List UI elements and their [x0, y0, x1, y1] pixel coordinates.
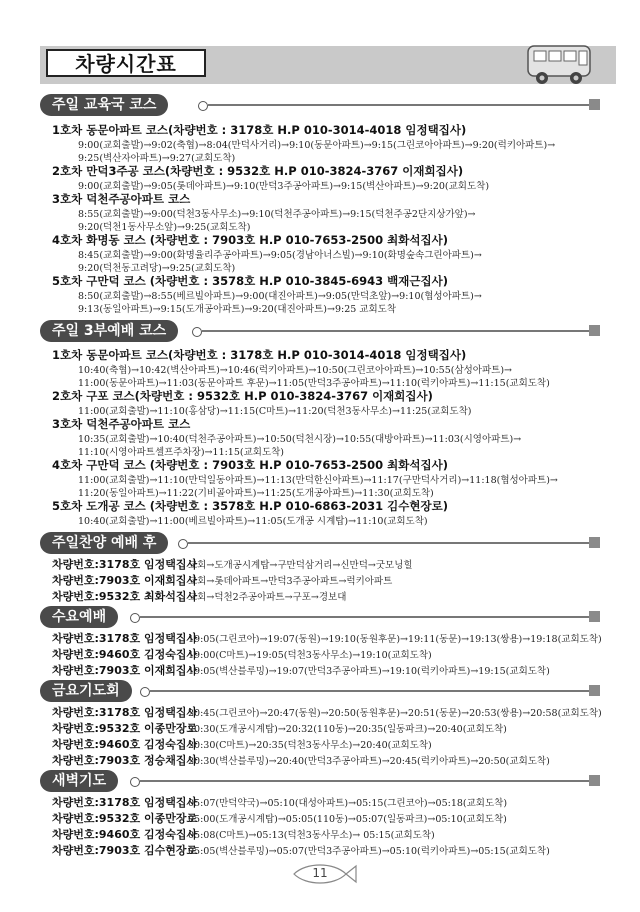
vehicle-label: 차량번호:3178호 임정택집사	[52, 706, 198, 719]
vehicle-label: 차량번호:9460호 김정숙집사	[52, 828, 198, 841]
route-title: 3호차 덕천주공아파트 코스	[52, 192, 191, 206]
route-title: 4호차 화명동 코스 (차량번호 : 7903호 H.P 010-7653-2500 최화석집사)	[52, 233, 448, 247]
vehicle-label: 차량번호:9532호 이종만장로	[52, 812, 198, 825]
route-value: 05:05(벽산블루밍)→05:07(만덕3주공아파트)→05:10(럭키아파트)→05:15(교회도착)	[188, 846, 550, 857]
section-heading-wednesday	[40, 606, 600, 628]
end-square	[589, 685, 600, 696]
end-square	[589, 537, 600, 548]
bullet-dot	[192, 327, 202, 337]
route-title: 1호차 동문아파트 코스(차량번호 : 3178호 H.P 010-3014-4018 임정택집사)	[52, 123, 467, 137]
route-line: 9:25(벽산자아파트)→9:27(교회도착)	[78, 153, 236, 164]
route-line: 9:00(교회출발)→9:02(축협)→8:04(만덕사거리)→9:10(동문아파트)→9:15(그린코아아파트)→9:20(럭키아파트)→	[78, 140, 556, 151]
route-value: 19:05(벽산블루밍)→19:07(만덕3주공아파트)→19:10(럭키아파트)→19:15(교회도착)	[188, 666, 550, 677]
vehicle-label: 차량번호:7903호 이재희집사	[52, 664, 198, 677]
route-line: 10:40(축협)→10:42(벽산아파트)→10:46(럭키아파트)→10:50(그린코아아파트)→10:55(삼성아파트)→	[78, 365, 512, 376]
route-title: 3호차 덕천주공아파트 코스	[52, 417, 191, 431]
route-value: 교회→도개공시계탑→구만덕삼거리→신만덕→굿모닝힐	[188, 560, 413, 571]
bullet-dot	[140, 687, 150, 697]
divider	[150, 690, 590, 692]
divider	[188, 542, 590, 544]
bullet-dot	[178, 539, 188, 549]
section-heading-sunday-3rd	[40, 320, 600, 342]
route-line: 10:40(교회출발)→11:00(베르빌아파트)→11:05(도개공 시계탑)→11:10(교회도착)	[78, 516, 428, 527]
route-value: 20:30(도개공시계탑)→20:32(110동)→20:35(일동파크)→20:40(교회도착)	[188, 724, 507, 735]
route-value: 20:30(벽산블루밍)→20:40(만덕3주공아파트)→20:45(럭키아파트)→20:50(교회도착)	[188, 756, 550, 767]
route-line: 11:20(동일아파트)→11:22(기비골아파트)→11:25(도개공아파트)→11:30(교회도착)	[78, 488, 434, 499]
vehicle-label: 차량번호:3178호 임정택집사	[52, 632, 198, 645]
section-title: 주일 교육국 코스	[40, 94, 168, 116]
route-line: 9:00(교회출발)→9:05(롯데아파트)→9:10(만덕3주공아파트)→9:15(벽산아파트)→9:20(교회도착)	[78, 181, 490, 192]
vehicle-label: 차량번호:7903호 이재희집사	[52, 574, 198, 587]
bus-icon	[520, 40, 600, 90]
route-value: 05:07(만덕약국)→05:10(대성아파트)→05:15(그린코아)→05:18(교회도착)	[188, 798, 508, 809]
route-line: 9:20(덕천동고려당)→9:25(교회도착)	[78, 263, 236, 274]
route-title: 5호차 구만덕 코스 (차량번호 : 3578호 H.P 010-3845-6943 백재근집사)	[52, 274, 448, 288]
page-title: 차량시간표	[46, 49, 206, 77]
end-square	[589, 325, 600, 336]
route-value: 20:30(C마트)→20:35(덕천3동사무소)→20:40(교회도착)	[188, 740, 432, 751]
route-value: 교회→덕천2주공아파트→구포→경보대	[188, 592, 347, 603]
route-title: 1호차 동문아파트 코스(차량번호 : 3178호 H.P 010-3014-4018 임정택집사)	[52, 348, 467, 362]
section-heading-friday	[40, 680, 600, 702]
divider	[140, 780, 590, 782]
route-title: 5호차 도개공 코스 (차량번호 : 3578호 H.P 010-6863-2031 김수현장로)	[52, 499, 448, 513]
vehicle-label: 차량번호:9460호 김정숙집사	[52, 738, 198, 751]
divider	[208, 104, 590, 106]
route-title: 2호차 만덕3주공 코스(차량번호 : 9532호 H.P 010-3824-3767 이재희집사)	[52, 164, 464, 178]
section-title: 금요기도회	[40, 680, 132, 702]
vehicle-label: 차량번호:3178호 임정택집사	[52, 558, 198, 571]
section-heading-after-praise	[40, 532, 600, 554]
section-title: 주일찬양 예배 후	[40, 532, 168, 554]
route-value: 19:00(C마트)→19:05(덕천3동사무소)→19:10(교회도착)	[188, 650, 432, 661]
section-title: 수요예배	[40, 606, 118, 628]
route-value: 19:05(그린코아)→19:07(동원)→19:10(동원후문)→19:11(동문)→19:13(쌍용)→19:18(교회도착)	[188, 634, 602, 645]
bullet-dot	[130, 777, 140, 787]
end-square	[589, 775, 600, 786]
section-title: 주일 3부예배 코스	[40, 320, 178, 342]
page-number: 11	[312, 866, 328, 880]
route-value: 20:45(그린코아)→20:47(동원)→20:50(동원후문)→20:51(동문)→20:53(쌍용)→20:58(교회도착)	[188, 708, 602, 719]
section-heading-sunday-edu	[40, 94, 600, 116]
route-line: 10:35(교회출발)→10:40(덕천주공아파트)→10:50(덕천시장)→10:55(대방아파트)→11:03(시영아파트)→	[78, 434, 522, 445]
vehicle-label: 차량번호:3178호 임정택집사	[52, 796, 198, 809]
route-title: 4호차 구만덕 코스 (차량번호 : 7903호 H.P 010-7653-2500 최화석집사)	[52, 458, 448, 472]
section-title: 새벽기도	[40, 770, 118, 792]
route-line: 11:10(시영아파트셀프주차장)→11:15(교회도착)	[78, 447, 285, 458]
section-heading-dawn	[40, 770, 600, 792]
vehicle-label: 차량번호:9532호 최화석집사	[52, 590, 198, 603]
route-line: 9:13(동일아파트)→9:15(도개공아파트)→9:20(대진아파트)→9:25 교회도착	[78, 304, 397, 315]
end-square	[589, 611, 600, 622]
route-line: 8:50(교회출발)→8:55(베르빌아파트)→9:00(대진아파트)→9:05(만덕초앞)→9:10(협성아파트)→	[78, 291, 482, 302]
route-line: 9:20(덕천1동사무소앞)→9:25(교회도착)	[78, 222, 251, 233]
bullet-dot	[130, 613, 140, 623]
end-square	[589, 99, 600, 110]
vehicle-label: 차량번호:9532호 이종만장로	[52, 722, 198, 735]
vehicle-label: 차량번호:9460호 김정숙집사	[52, 648, 198, 661]
route-value: 05:08(C마트)→05:13(덕천3동사무소)→ 05:15(교회도착)	[188, 830, 435, 841]
divider	[202, 330, 590, 332]
route-line: 8:55(교회출발)→9:00(덕천3동사무소)→9:10(덕천주공아파트)→9:15(덕천주공2단지상가앞)→	[78, 209, 476, 220]
vehicle-label: 차량번호:7903호 정승채집사	[52, 754, 198, 767]
route-line: 11:00(동문아파트)→11:03(동문아파트 후문)→11:05(만덕3주공아파트)→11:10(럭키아파트)→11:15(교회도착)	[78, 378, 550, 389]
vehicle-label: 차량번호:7903호 김수현장로	[52, 844, 198, 857]
route-line: 11:00(교회출발)→11:10(홍삼당)→11:15(C마트)→11:20(덕천3동사무소)→11:25(교회도착)	[78, 406, 472, 417]
route-value: 05:00(도개공시계탑)→05:05(110동)→05:07(일동파크)→05:10(교회도착)	[188, 814, 507, 825]
route-title: 2호차 구포 코스(차량번호 : 9532호 H.P 010-3824-3767 이재희집사)	[52, 389, 433, 403]
route-line: 8:45(교회출발)→9:00(화명율리주공아파트)→9:05(경남아너스빌)→9:10(화명숲속그린아파트)→	[78, 250, 482, 261]
bullet-dot	[198, 101, 208, 111]
route-line: 11:00(교회출발)→11:10(만덕일동아파트)→11:13(만덕한신아파트)→11:17(구만덕사거리)→11:18(협성아파트)→	[78, 475, 558, 486]
route-value: 교회→롯데아파트→만덕3주공아파트→럭키아파트	[188, 576, 393, 587]
divider	[140, 616, 590, 618]
